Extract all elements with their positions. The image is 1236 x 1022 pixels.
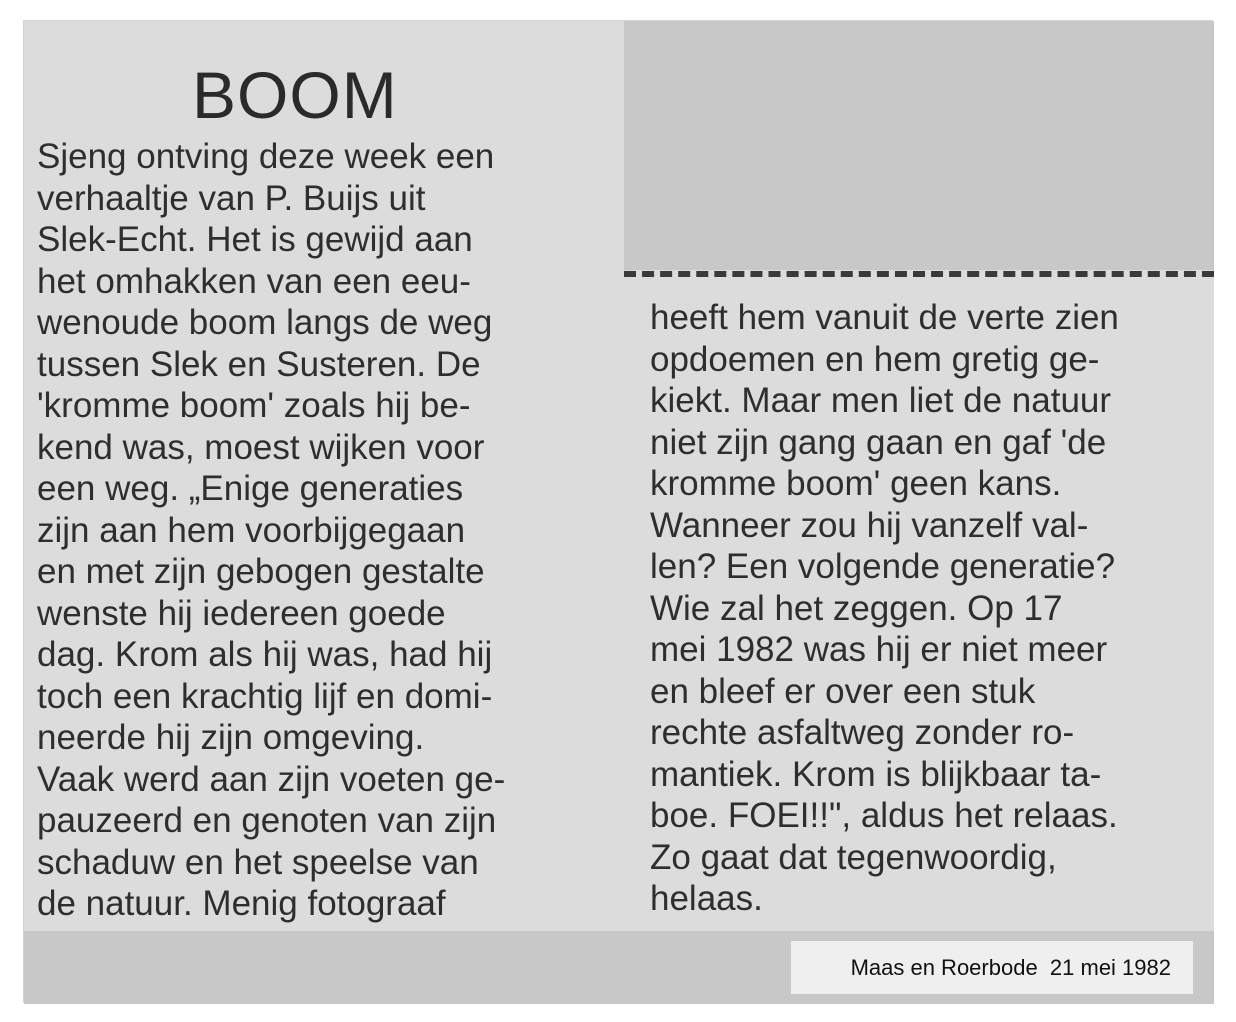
source-caption: Maas en Roerbode 21 mei 1982 [791,941,1193,994]
text-line: pauzeerd en genoten van zijn [37,801,497,840]
article-right-column [650,297,1191,920]
text-line: tussen Slek en Susteren. De [37,344,481,384]
text-line: mei 1982 was hij er niet meer [650,630,1108,669]
text-line: verhaaltje van P. Buijs uit [37,178,426,218]
text-line: niet zijn gang gaan en gaf 'de [650,422,1107,462]
text-line: opdoemen en hem gretig ge- [650,339,1100,379]
blank-area [624,21,1214,270]
text-line: wenste hij iedereen goede [37,593,446,633]
text-line: Sjeng ontving deze week een [37,137,495,176]
text-line: Wie zal het zeggen. Op 17 [650,588,1063,628]
text-line: kend was, moest wijken voor [37,427,485,467]
text-line: boe. FOEI!!", aldus het relaas. [650,796,1118,835]
text-line: Vaak werd aan zijn voeten ge- [37,759,506,799]
text-line: het omhakken van een eeu- [37,261,471,301]
text-line: toch een krachtig lijf en domi- [37,676,493,716]
cut-line [624,271,1214,277]
text-line: en bleef er over een stuk [650,671,1036,711]
text-line: de natuur. Menig fotograaf [37,884,446,923]
text-line: kromme boom' geen kans. [650,464,1062,503]
text-line: kiekt. Maar men liet de natuur [650,381,1112,420]
newspaper-clipping [24,21,1214,931]
text-line: heeft hem vanuit de verte zien [650,298,1119,337]
text-line: Wanneer zou hij vanzelf val- [650,505,1089,545]
text-line: dag. Krom als hij was, had hij [37,635,493,674]
text-line: Slek-Echt. Het is gewijd aan [37,220,473,259]
article-left-column [37,136,579,925]
text-line: neerde hij zijn omgeving. [37,718,425,757]
article-title: BOOM [192,58,398,132]
text-line: rechte asfaltweg zonder ro- [650,713,1075,752]
text-line: wenoude boom langs de weg [37,303,493,342]
text-line: zijn aan hem voorbijgegaan [37,510,466,550]
text-line: een weg. „Enige generaties [37,469,464,508]
text-line: Zo gaat dat tegenwoordig, [650,837,1057,877]
text-line: 'kromme boom' zoals hij be- [37,386,471,425]
document-frame [23,20,1213,1003]
text-line: helaas. [650,879,763,918]
text-line: en met zijn gebogen gestalte [37,552,485,591]
text-line: mantiek. Krom is blijkbaar ta- [650,754,1102,794]
text-line: schaduw en het speelse van [37,842,479,882]
text-line: len? Een volgende generatie? [650,547,1116,586]
